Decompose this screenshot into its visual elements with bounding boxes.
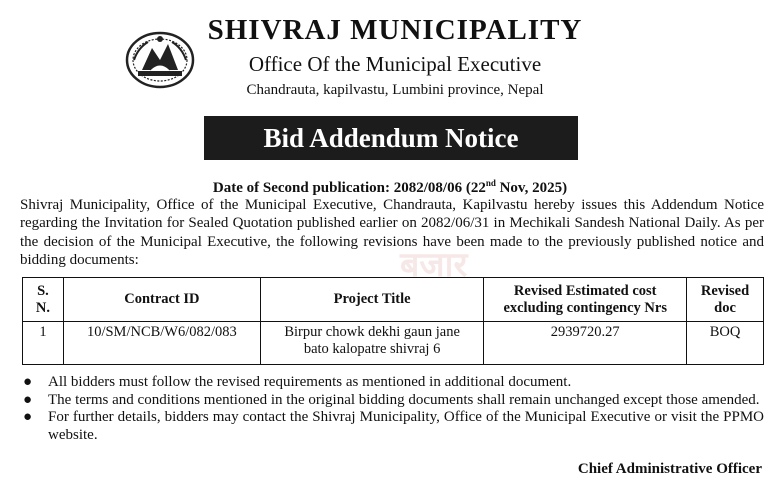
header-revised-cost-line2: excluding contingency Nrs (503, 299, 667, 316)
note-text: The terms and conditions mentioned in the original bidding documents shall remain unchanged except those amended. (48, 391, 760, 408)
notice-paragraph: Shivraj Municipality, Office of the Municipal Executive, Chandrauta, Kapilvastu hereby issues this Addendum Notice regarding the Invitation for Sealed Quotation published earlier on 2082/06/31 in Mechikali Sandesh National Daily. As per the decision of the Municipal Executive, the following revisions have been made to the previously published notice and bidding documents: (20, 197, 764, 268)
header-sn (23, 278, 64, 322)
table-row (23, 322, 764, 365)
watermark: बजार (400, 245, 468, 285)
publication-date-suffix: nd (485, 178, 496, 188)
header-sn-line2: N. (35, 299, 51, 316)
bullet-icon: ● (23, 374, 33, 390)
notice-banner: Bid Addendum Notice (204, 116, 578, 160)
cell-project-title-line2: bato kalopatre shivraj 6 (303, 341, 441, 357)
header-revised-doc-line2: doc (714, 299, 736, 316)
table-header-row (23, 278, 764, 322)
cell-contract-id: 10/SM/NCB/W6/082/083 (63, 322, 260, 365)
list-item (20, 374, 764, 392)
publication-date-tail: Nov, 2025) (495, 180, 568, 196)
cell-project-title-line1: Birpur chowk dekhi gaun jane (284, 324, 460, 340)
list-item (20, 409, 764, 444)
header-project-title: Project Title (260, 278, 484, 322)
municipality-emblem-logo (124, 30, 196, 90)
bullet-icon: ● (23, 409, 33, 425)
bullet-icon: ● (23, 391, 33, 408)
header-revised-doc (687, 278, 764, 322)
header-revised-doc-line1: Revised (700, 282, 750, 299)
cell-revised-cost: 2939720.27 (484, 322, 687, 365)
list-item (20, 392, 764, 410)
signature-title: Chief Administrative Officer (577, 461, 762, 477)
office-address: Chandrauta, kapilvastu, Lumbini province, Nepal (246, 82, 544, 98)
notes-list (20, 374, 764, 444)
revisions-table (22, 277, 764, 365)
office-name: Office Of the Municipal Executive (248, 52, 542, 76)
header-sn-line1: S. (37, 282, 49, 299)
header-revised-cost-line1: Revised Estimated cost (513, 282, 657, 299)
header-contract-id: Contract ID (63, 278, 260, 322)
cell-project-title (260, 322, 484, 365)
cell-revised-doc: BOQ (687, 322, 764, 365)
cell-sn: 1 (23, 322, 64, 365)
publication-date-text: Date of Second publication: 2082/08/06 (22 (212, 180, 486, 196)
note-text: For further details, bidders may contact the Shivraj Municipality, Office of the Municipal Executive or visit the PPMO website. (48, 409, 764, 443)
header-revised-cost (484, 278, 687, 322)
municipality-title: SHIVRAJ MUNICIPALITY (207, 14, 583, 46)
publication-date (0, 178, 780, 197)
note-text: All bidders must follow the revised requirements as mentioned in additional document. (48, 374, 572, 390)
